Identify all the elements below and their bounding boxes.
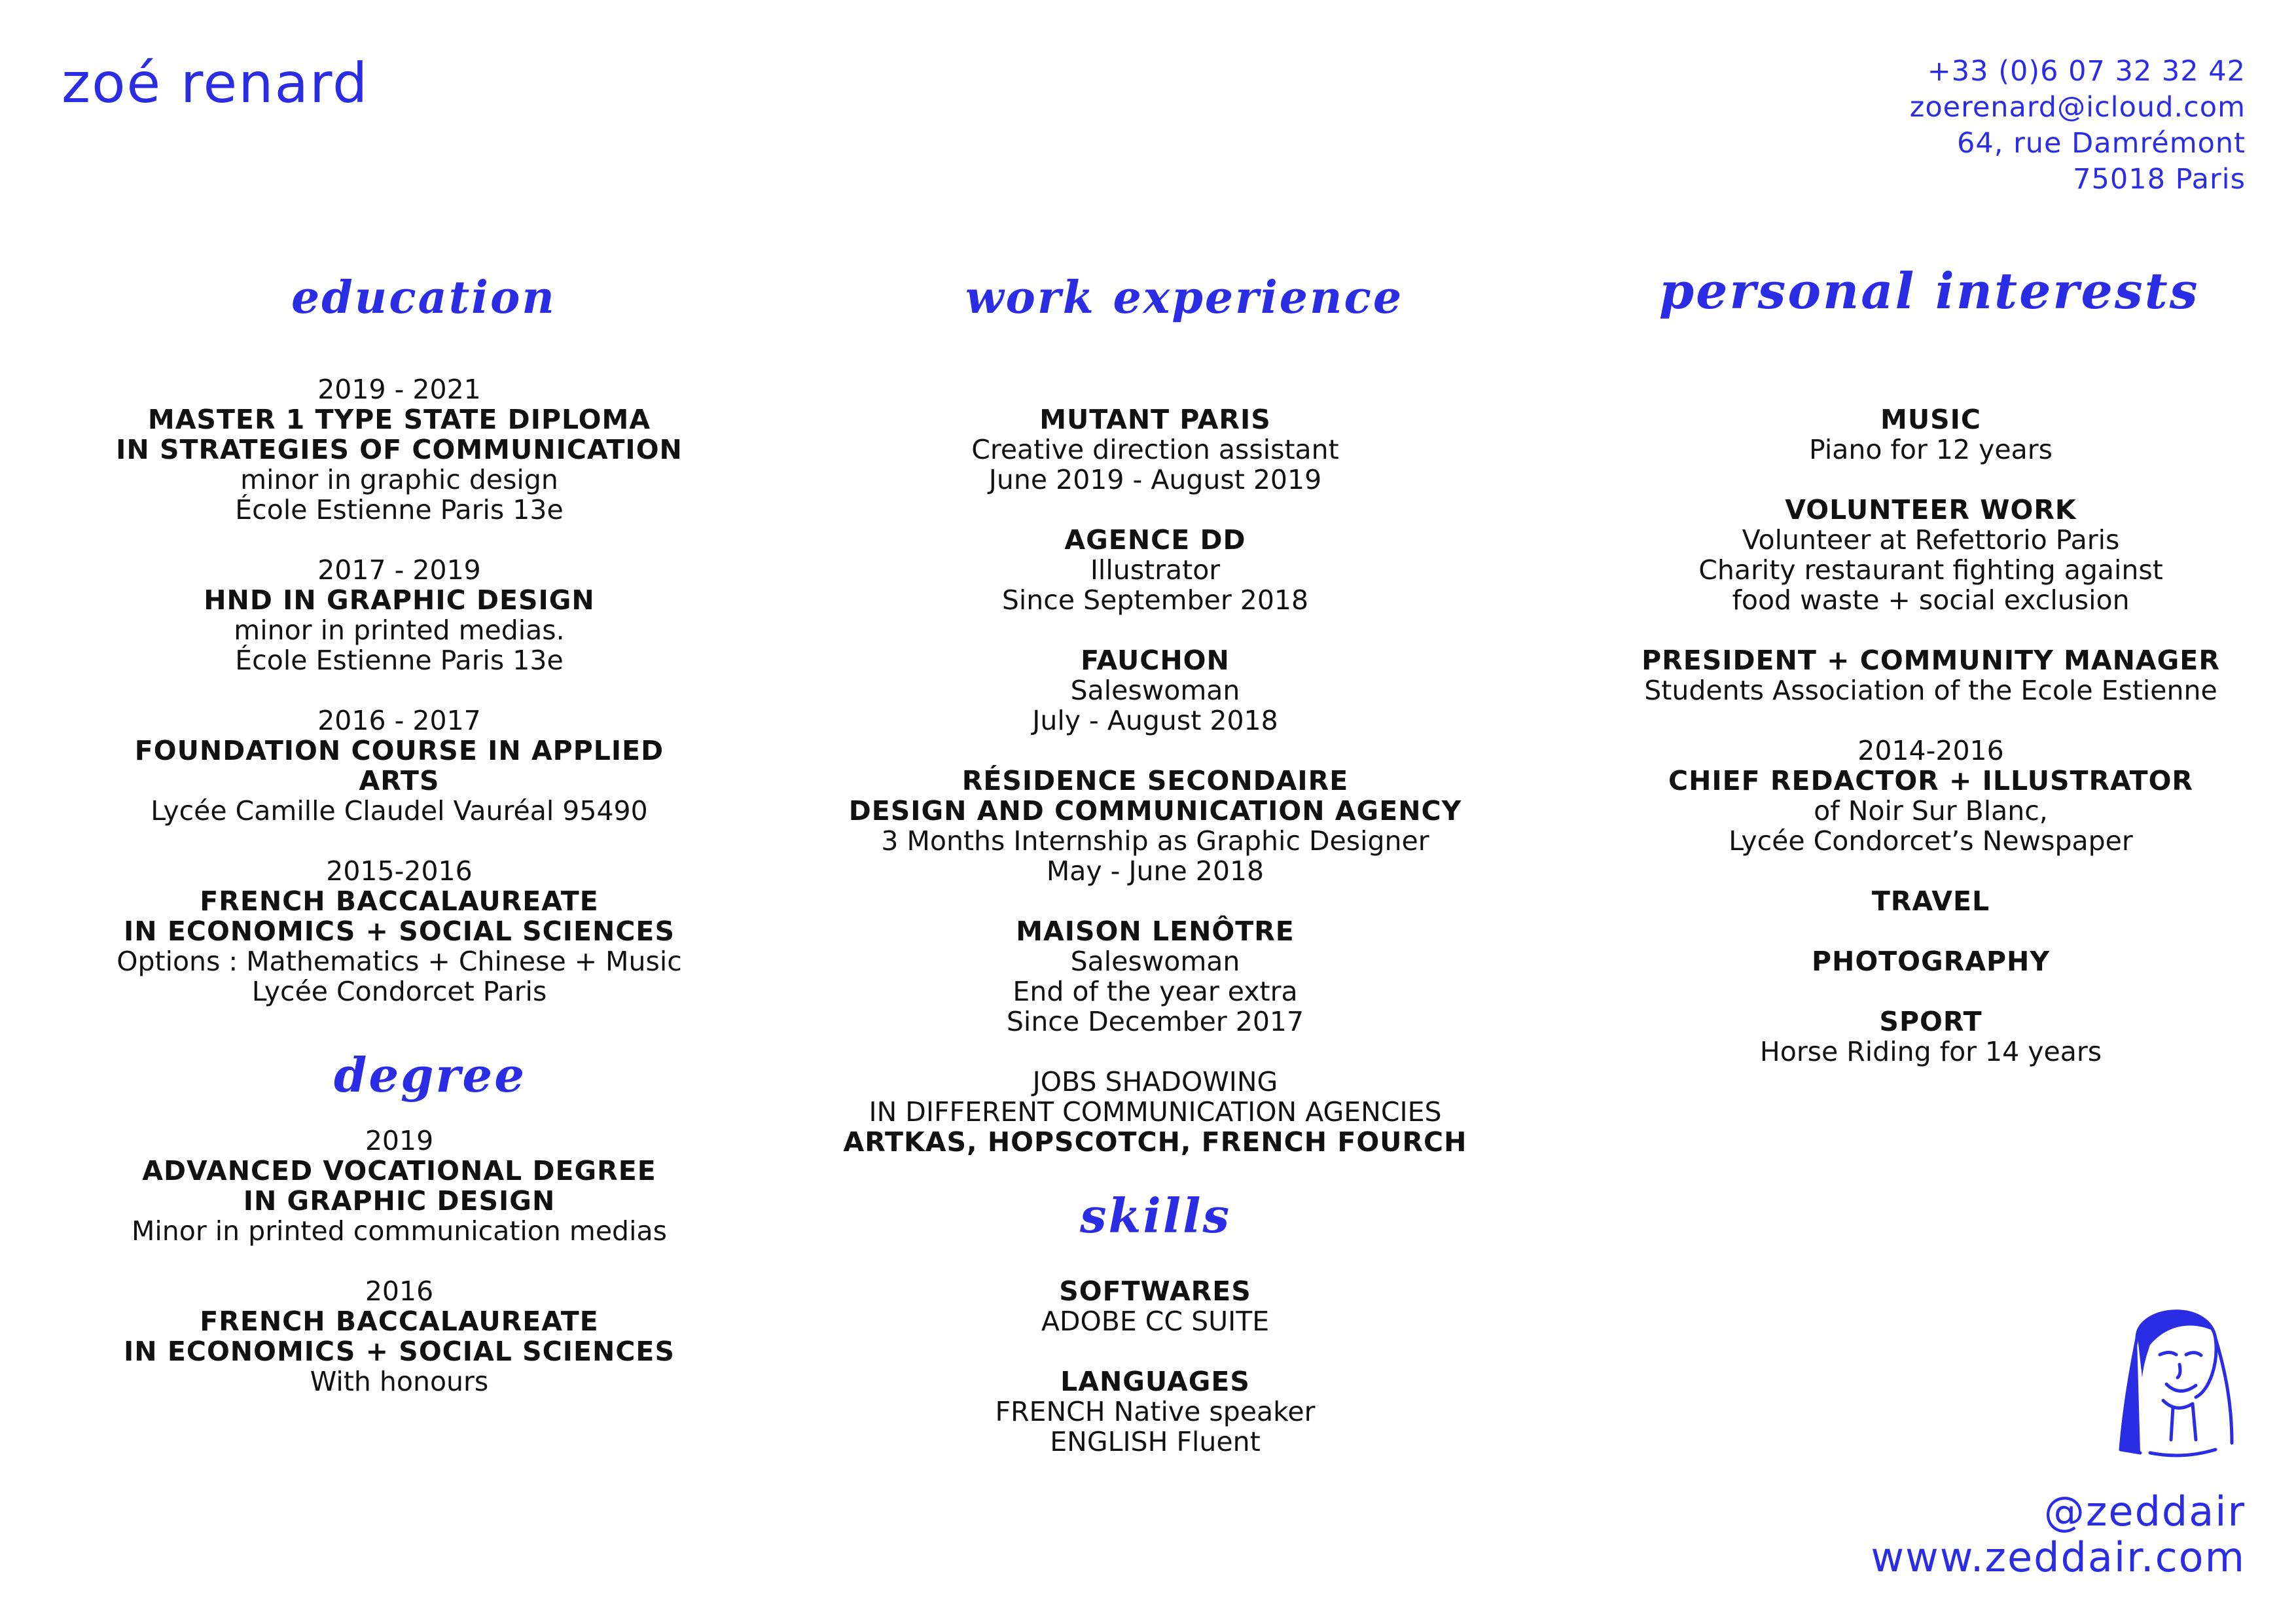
entry-detail: Illustrator xyxy=(1090,554,1221,586)
skills-heading: skills xyxy=(1080,1188,1232,1243)
entry-detail: Lycée Condorcet’s Newspaper xyxy=(1729,825,2133,857)
education-heading: education xyxy=(291,272,556,324)
entry-title: IN STRATEGIES OF COMMUNICATION xyxy=(116,434,683,465)
education-list xyxy=(95,374,704,1007)
work-entry xyxy=(818,916,1492,1037)
entry-title: SOFTWARES xyxy=(1059,1275,1251,1307)
skills-entry xyxy=(818,1276,1492,1336)
interest-entry xyxy=(1604,1007,2258,1067)
name-title: zoé renard xyxy=(62,51,369,115)
entry-title: PRESIDENT + COMMUNITY MANAGER xyxy=(1641,645,2220,676)
entry-title: CHIEF REDACTOR + ILLUSTRATOR xyxy=(1668,765,2193,796)
entry-detail: ADOBE CC SUITE xyxy=(1041,1306,1270,1337)
work-entry xyxy=(818,404,1492,495)
entry-detail: of Noir Sur Blanc, xyxy=(1814,795,2048,827)
entry-detail: Charity restaurant fighting against xyxy=(1698,554,2163,586)
entry-title: IN ECONOMICS + SOCIAL SCIENCES xyxy=(124,916,675,947)
entry-title: MUSIC xyxy=(1880,404,1981,435)
entry-detail: Since September 2018 xyxy=(1001,584,1309,616)
degree-entry xyxy=(95,1276,704,1397)
entry-detail: Volunteer at Refettorio Paris xyxy=(1742,524,2120,556)
entry-detail: IN DIFFERENT COMMUNICATION AGENCIES xyxy=(869,1096,1442,1128)
entry-title: FRENCH BACCALAUREATE xyxy=(200,885,599,917)
skills-entry xyxy=(818,1366,1492,1457)
entry-detail: Lycée Condorcet Paris xyxy=(251,976,547,1007)
entry-detail: École Estienne Paris 13e xyxy=(235,494,564,526)
work-entry xyxy=(818,645,1492,736)
entry-title: DESIGN AND COMMUNICATION AGENCY xyxy=(848,795,1462,827)
interest-entry xyxy=(1604,946,2258,976)
entry-title: RÉSIDENCE SECONDAIRE xyxy=(961,765,1349,796)
skills-list xyxy=(818,1276,1492,1457)
entry-title: FAUCHON xyxy=(1081,645,1230,676)
work-entry xyxy=(818,766,1492,886)
website-link[interactable]: www.zeddair.com xyxy=(1871,1533,2246,1581)
work-list xyxy=(818,404,1492,1157)
entry-detail: June 2019 - August 2019 xyxy=(988,464,1322,495)
entry-title: VOLUNTEER WORK xyxy=(1785,494,2077,526)
entry-title: IN ECONOMICS + SOCIAL SCIENCES xyxy=(124,1336,675,1367)
entry-title: IN GRAPHIC DESIGN xyxy=(243,1185,556,1217)
entry-detail: FRENCH Native speaker xyxy=(995,1396,1316,1427)
entry-detail: Piano for 12 years xyxy=(1809,434,2053,465)
entry-detail: JOBS SHADOWING xyxy=(1032,1066,1278,1097)
education-entry xyxy=(95,856,704,1007)
interest-entry xyxy=(1604,645,2258,705)
entry-title: MUTANT PARIS xyxy=(1039,404,1271,435)
personal-heading: personal interests xyxy=(1659,262,2200,320)
entry-detail: End of the year extra xyxy=(1013,976,1298,1007)
entry-detail: With honours xyxy=(310,1366,489,1397)
contact-block xyxy=(1910,54,2246,198)
entry-detail: Since December 2017 xyxy=(1006,1006,1304,1037)
interest-entry xyxy=(1604,886,2258,916)
education-entry xyxy=(95,555,704,675)
work-heading: work experience xyxy=(965,272,1404,324)
entry-date: 2016 - 2017 xyxy=(317,705,481,736)
entry-title: PHOTOGRAPHY xyxy=(1811,946,2051,977)
entry-detail: food waste + social exclusion xyxy=(1732,584,2130,616)
entry-title: ADVANCED VOCATIONAL DEGREE xyxy=(142,1155,656,1186)
entry-detail: Minor in printed communication medias xyxy=(132,1215,667,1247)
degree-heading: degree xyxy=(334,1047,527,1103)
entry-detail: May - June 2018 xyxy=(1046,855,1265,887)
entry-detail: Options : Mathematics + Chinese + Music xyxy=(117,946,682,977)
education-entry xyxy=(95,705,704,826)
entry-detail: July - August 2018 xyxy=(1032,705,1278,736)
city-address: 75018 Paris xyxy=(2073,163,2246,196)
degree-list xyxy=(95,1126,704,1397)
social-handle[interactable]: @zeddair xyxy=(2043,1488,2246,1535)
entry-date: 2015-2016 xyxy=(326,855,473,887)
entry-detail: Saleswoman xyxy=(1070,946,1240,977)
interest-entry xyxy=(1604,404,2258,465)
entry-detail: Lycée Camille Claudel Vauréal 95490 xyxy=(151,795,648,827)
entry-date: 2014-2016 xyxy=(1857,735,2004,766)
entry-title: ARTKAS, HOPSCOTCH, FRENCH FOURCH xyxy=(843,1126,1467,1158)
entry-detail: Horse Riding for 14 years xyxy=(1759,1036,2102,1067)
entry-detail: minor in printed medias. xyxy=(234,615,565,646)
personal-list xyxy=(1604,404,2258,1067)
entry-title: HND IN GRAPHIC DESIGN xyxy=(204,584,595,616)
entry-date: 2019 xyxy=(365,1125,434,1156)
entry-title: MAISON LENÔTRE xyxy=(1016,916,1295,947)
work-entry xyxy=(818,1067,1492,1157)
entry-detail: Students Association of the Ecole Estienne xyxy=(1644,675,2217,706)
interest-entry xyxy=(1604,495,2258,615)
entry-detail: École Estienne Paris 13e xyxy=(235,645,564,676)
entry-title: AGENCE DD xyxy=(1064,524,1246,556)
entry-title: SPORT xyxy=(1879,1006,1982,1037)
degree-entry xyxy=(95,1126,704,1246)
entry-title: LANGUAGES xyxy=(1060,1366,1250,1397)
entry-date: 2016 xyxy=(365,1275,434,1307)
entry-detail: minor in graphic design xyxy=(240,464,558,495)
street-address: 64, rue Damrémont xyxy=(1957,127,2246,160)
entry-title: FRENCH BACCALAUREATE xyxy=(200,1306,599,1337)
entry-detail: Saleswoman xyxy=(1070,675,1240,706)
entry-title: MASTER 1 TYPE STATE DIPLOMA xyxy=(147,404,651,435)
entry-date: 2019 - 2021 xyxy=(317,374,481,405)
entry-detail: 3 Months Internship as Graphic Designer xyxy=(881,825,1429,857)
social-block xyxy=(1871,1489,2246,1580)
entry-date: 2017 - 2019 xyxy=(317,554,481,586)
entry-detail: Creative direction assistant xyxy=(971,434,1339,465)
entry-title: TRAVEL xyxy=(1871,885,1990,917)
interest-entry xyxy=(1604,736,2258,856)
entry-title: FOUNDATION COURSE IN APPLIED ARTS xyxy=(134,735,664,796)
portrait-illustration-icon xyxy=(2111,1293,2242,1469)
education-entry xyxy=(95,374,704,525)
phone-number[interactable]: +33 (0)6 07 32 32 42 xyxy=(1927,55,2246,88)
entry-detail: ENGLISH Fluent xyxy=(1050,1426,1261,1457)
work-entry xyxy=(818,525,1492,615)
email-address[interactable]: zoerenard@icloud.com xyxy=(1909,91,2246,124)
